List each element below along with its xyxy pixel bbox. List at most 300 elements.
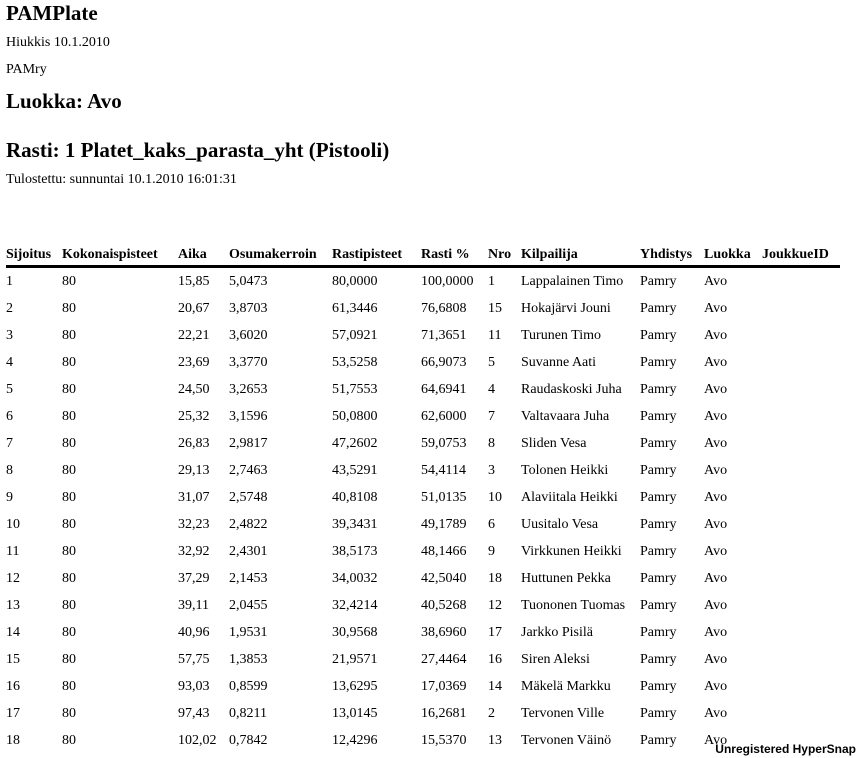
- cell-luokka: [704, 295, 762, 322]
- hypersnap-watermark: Unregistered HyperSnap: [715, 742, 856, 756]
- cell-rastipisteet: [332, 727, 421, 754]
- cell-value: 80: [62, 462, 76, 478]
- cell-value: 76,6808: [421, 300, 467, 316]
- table-row: [6, 430, 840, 457]
- cell-rastipisteet: [332, 619, 421, 646]
- cell-nro: [488, 403, 521, 430]
- cell-value: 8: [488, 435, 495, 451]
- cell-value: Tolonen Heikki: [521, 462, 609, 478]
- cell-value: Lappalainen Timo: [521, 273, 624, 289]
- cell-rasti-pct: [421, 295, 488, 322]
- cell-value: 2,5748: [229, 489, 268, 505]
- cell-yhdistys: [640, 349, 704, 376]
- cell-aika: [178, 646, 229, 673]
- cell-value: 13,0145: [332, 705, 378, 721]
- table-row: [6, 322, 840, 349]
- cell-value: 80: [62, 597, 76, 613]
- cell-value: 64,6941: [421, 381, 467, 397]
- cell-nro: [488, 457, 521, 484]
- cell-rasti-pct: [421, 700, 488, 727]
- cell-aika: [178, 322, 229, 349]
- cell-yhdistys: [640, 619, 704, 646]
- cell-rasti-pct: [421, 268, 488, 295]
- cell-rastipisteet: [332, 376, 421, 403]
- cell-rasti-pct: [421, 511, 488, 538]
- cell-rasti-pct: [421, 538, 488, 565]
- cell-sijoitus: [6, 700, 62, 727]
- cell-value: 10: [488, 489, 502, 505]
- cell-value: Avo: [704, 354, 728, 370]
- cell-luokka: [704, 349, 762, 376]
- cell-value: Avo: [704, 273, 728, 289]
- cell-value: Sliden Vesa: [521, 435, 587, 451]
- column-header-label: Sijoitus: [6, 247, 52, 262]
- cell-value: Pamry: [640, 516, 677, 532]
- cell-joukkueid: [762, 511, 840, 538]
- organizer-name: PAMry: [6, 62, 47, 77]
- cell-joukkueid: [762, 322, 840, 349]
- cell-value: 93,03: [178, 678, 210, 694]
- cell-kokonaispisteet: [62, 673, 178, 700]
- column-header-rastipisteet: [332, 241, 421, 268]
- cell-osumakerroin: [229, 511, 332, 538]
- cell-value: Pamry: [640, 327, 677, 343]
- cell-rasti-pct: [421, 673, 488, 700]
- cell-joukkueid: [762, 268, 840, 295]
- cell-rastipisteet: [332, 349, 421, 376]
- cell-kokonaispisteet: [62, 700, 178, 727]
- cell-rasti-pct: [421, 322, 488, 349]
- cell-value: Pamry: [640, 732, 677, 748]
- cell-joukkueid: [762, 430, 840, 457]
- cell-luokka: [704, 511, 762, 538]
- cell-value: Mäkelä Markku: [521, 678, 611, 694]
- cell-kokonaispisteet: [62, 403, 178, 430]
- cell-value: Pamry: [640, 597, 677, 613]
- table-row: [6, 349, 840, 376]
- cell-kilpailija: [521, 511, 640, 538]
- cell-value: 66,9073: [421, 354, 467, 370]
- cell-nro: [488, 646, 521, 673]
- table-row: [6, 268, 840, 295]
- column-header-kokonaispisteet: [62, 241, 178, 268]
- column-header-aika: [178, 241, 229, 268]
- cell-yhdistys: [640, 511, 704, 538]
- cell-value: 38,5173: [332, 543, 378, 559]
- cell-osumakerroin: [229, 376, 332, 403]
- cell-value: Avo: [704, 570, 728, 586]
- cell-nro: [488, 322, 521, 349]
- cell-osumakerroin: [229, 592, 332, 619]
- cell-value: 37,29: [178, 570, 210, 586]
- cell-value: 6: [6, 408, 13, 424]
- cell-osumakerroin: [229, 484, 332, 511]
- cell-value: 2,7463: [229, 462, 268, 478]
- cell-value: 57,0921: [332, 327, 378, 343]
- cell-value: 29,13: [178, 462, 210, 478]
- cell-osumakerroin: [229, 646, 332, 673]
- cell-aika: [178, 592, 229, 619]
- column-header-yhdistys: [640, 241, 704, 268]
- cell-yhdistys: [640, 565, 704, 592]
- cell-kokonaispisteet: [62, 646, 178, 673]
- cell-value: Pamry: [640, 354, 677, 370]
- cell-yhdistys: [640, 592, 704, 619]
- table-row: [6, 538, 840, 565]
- cell-rastipisteet: [332, 403, 421, 430]
- cell-value: 62,6000: [421, 408, 467, 424]
- table-row: [6, 403, 840, 430]
- cell-value: 4: [6, 354, 13, 370]
- cell-value: Pamry: [640, 435, 677, 451]
- table-row: [6, 484, 840, 511]
- cell-value: 16,2681: [421, 705, 467, 721]
- cell-value: 2,4822: [229, 516, 268, 532]
- cell-value: 42,5040: [421, 570, 467, 586]
- cell-value: 10: [6, 516, 20, 532]
- cell-value: 32,4214: [332, 597, 378, 613]
- cell-value: Pamry: [640, 462, 677, 478]
- cell-rasti-pct: [421, 403, 488, 430]
- cell-aika: [178, 727, 229, 754]
- table-row: [6, 646, 840, 673]
- cell-rasti-pct: [421, 430, 488, 457]
- cell-kilpailija: [521, 727, 640, 754]
- cell-value: 80: [62, 300, 76, 316]
- cell-sijoitus: [6, 673, 62, 700]
- cell-osumakerroin: [229, 619, 332, 646]
- cell-nro: [488, 295, 521, 322]
- cell-kilpailija: [521, 646, 640, 673]
- cell-value: Avo: [704, 462, 728, 478]
- cell-yhdistys: [640, 295, 704, 322]
- cell-rastipisteet: [332, 538, 421, 565]
- cell-joukkueid: [762, 376, 840, 403]
- results-table: [6, 241, 840, 754]
- cell-value: 3: [6, 327, 13, 343]
- cell-value: 17: [488, 624, 502, 640]
- cell-joukkueid: [762, 484, 840, 511]
- cell-value: 80: [62, 354, 76, 370]
- table-row: [6, 565, 840, 592]
- cell-aika: [178, 430, 229, 457]
- cell-osumakerroin: [229, 565, 332, 592]
- table-row: [6, 295, 840, 322]
- cell-value: Avo: [704, 300, 728, 316]
- column-header-label: Luokka: [704, 247, 751, 262]
- cell-rasti-pct: [421, 484, 488, 511]
- cell-joukkueid: [762, 349, 840, 376]
- cell-value: Siren Aleksi: [521, 651, 590, 667]
- cell-value: 40,8108: [332, 489, 378, 505]
- cell-value: 26,83: [178, 435, 210, 451]
- cell-luokka: [704, 619, 762, 646]
- column-header-label: Yhdistys: [640, 247, 693, 262]
- cell-aika: [178, 700, 229, 727]
- cell-rastipisteet: [332, 457, 421, 484]
- cell-value: 5: [488, 354, 495, 370]
- cell-value: Huttunen Pekka: [521, 570, 611, 586]
- cell-kilpailija: [521, 538, 640, 565]
- cell-joukkueid: [762, 592, 840, 619]
- cell-kilpailija: [521, 322, 640, 349]
- cell-sijoitus: [6, 484, 62, 511]
- cell-value: 102,02: [178, 732, 217, 748]
- cell-rasti-pct: [421, 457, 488, 484]
- cell-value: 13,6295: [332, 678, 378, 694]
- cell-rastipisteet: [332, 484, 421, 511]
- cell-aika: [178, 673, 229, 700]
- table-row: [6, 700, 840, 727]
- cell-rastipisteet: [332, 322, 421, 349]
- cell-value: 13: [6, 597, 20, 613]
- cell-kilpailija: [521, 619, 640, 646]
- cell-value: 17: [6, 705, 20, 721]
- cell-joukkueid: [762, 457, 840, 484]
- cell-yhdistys: [640, 376, 704, 403]
- cell-value: 15: [488, 300, 502, 316]
- cell-value: Pamry: [640, 300, 677, 316]
- cell-osumakerroin: [229, 727, 332, 754]
- class-heading: Luokka: Avo: [6, 89, 122, 113]
- cell-value: 32,92: [178, 543, 210, 559]
- cell-kilpailija: [521, 457, 640, 484]
- cell-value: 18: [6, 732, 20, 748]
- cell-kokonaispisteet: [62, 376, 178, 403]
- cell-value: Avo: [704, 408, 728, 424]
- cell-rasti-pct: [421, 376, 488, 403]
- cell-value: Pamry: [640, 543, 677, 559]
- cell-rastipisteet: [332, 511, 421, 538]
- cell-kilpailija: [521, 484, 640, 511]
- cell-luokka: [704, 538, 762, 565]
- cell-value: 27,4464: [421, 651, 467, 667]
- column-header-sijoitus: [6, 241, 62, 268]
- cell-value: Avo: [704, 489, 728, 505]
- cell-value: 25,32: [178, 408, 210, 424]
- cell-value: 3: [488, 462, 495, 478]
- cell-value: 3,1596: [229, 408, 268, 424]
- cell-value: Pamry: [640, 381, 677, 397]
- cell-sijoitus: [6, 538, 62, 565]
- cell-yhdistys: [640, 403, 704, 430]
- cell-value: 13: [488, 732, 502, 748]
- stage-heading: Rasti: 1 Platet_kaks_parasta_yht (Pistooli): [6, 138, 390, 162]
- cell-value: 51,0135: [421, 489, 467, 505]
- cell-yhdistys: [640, 430, 704, 457]
- cell-sijoitus: [6, 322, 62, 349]
- cell-yhdistys: [640, 457, 704, 484]
- cell-value: Valtavaara Juha: [521, 408, 610, 424]
- cell-value: Hokajärvi Jouni: [521, 300, 611, 316]
- cell-osumakerroin: [229, 268, 332, 295]
- cell-nro: [488, 349, 521, 376]
- cell-aika: [178, 484, 229, 511]
- cell-luokka: [704, 700, 762, 727]
- cell-rasti-pct: [421, 727, 488, 754]
- cell-sijoitus: [6, 268, 62, 295]
- cell-value: 7: [488, 408, 495, 424]
- cell-joukkueid: [762, 295, 840, 322]
- cell-aika: [178, 619, 229, 646]
- column-header-osumakerroin: [229, 241, 332, 268]
- cell-osumakerroin: [229, 457, 332, 484]
- cell-value: 47,2602: [332, 435, 378, 451]
- cell-yhdistys: [640, 322, 704, 349]
- cell-value: 2: [488, 705, 495, 721]
- cell-value: 15: [6, 651, 20, 667]
- cell-osumakerroin: [229, 700, 332, 727]
- cell-kilpailija: [521, 349, 640, 376]
- cell-kokonaispisteet: [62, 565, 178, 592]
- cell-value: 5,0473: [229, 273, 268, 289]
- cell-value: 11: [488, 327, 502, 343]
- cell-aika: [178, 376, 229, 403]
- cell-value: Pamry: [640, 678, 677, 694]
- table-row: [6, 673, 840, 700]
- cell-value: Suvanne Aati: [521, 354, 597, 370]
- cell-value: 9: [6, 489, 13, 505]
- cell-value: 80: [62, 435, 76, 451]
- cell-value: 31,07: [178, 489, 210, 505]
- cell-value: 12: [6, 570, 20, 586]
- cell-value: 80: [62, 327, 76, 343]
- cell-aika: [178, 457, 229, 484]
- cell-sijoitus: [6, 592, 62, 619]
- cell-kilpailija: [521, 430, 640, 457]
- cell-value: Tuononen Tuomas: [521, 597, 626, 613]
- column-header-joukkueid: [762, 241, 840, 268]
- cell-value: 11: [6, 543, 20, 559]
- cell-value: 9: [488, 543, 495, 559]
- cell-value: 2,4301: [229, 543, 268, 559]
- cell-aika: [178, 538, 229, 565]
- cell-yhdistys: [640, 673, 704, 700]
- cell-value: 80: [62, 678, 76, 694]
- cell-value: 23,69: [178, 354, 210, 370]
- cell-value: Avo: [704, 678, 728, 694]
- cell-value: 80: [62, 543, 76, 559]
- cell-rasti-pct: [421, 646, 488, 673]
- cell-sijoitus: [6, 727, 62, 754]
- cell-value: 80: [62, 624, 76, 640]
- cell-value: 53,5258: [332, 354, 378, 370]
- cell-value: 80: [62, 489, 76, 505]
- cell-value: 6: [488, 516, 495, 532]
- cell-value: Alaviitala Heikki: [521, 489, 618, 505]
- cell-kilpailija: [521, 376, 640, 403]
- cell-luokka: [704, 457, 762, 484]
- column-header-luokka: [704, 241, 762, 268]
- cell-luokka: [704, 430, 762, 457]
- cell-nro: [488, 511, 521, 538]
- cell-value: Jarkko Pisilä: [521, 624, 593, 640]
- cell-rasti-pct: [421, 592, 488, 619]
- cell-value: 16: [488, 651, 502, 667]
- cell-aika: [178, 295, 229, 322]
- cell-kokonaispisteet: [62, 457, 178, 484]
- cell-value: 3,8703: [229, 300, 268, 316]
- column-header-nro: [488, 241, 521, 268]
- cell-aika: [178, 268, 229, 295]
- cell-value: Tervonen Ville: [521, 705, 605, 721]
- cell-nro: [488, 484, 521, 511]
- cell-rastipisteet: [332, 646, 421, 673]
- cell-value: 1: [6, 273, 13, 289]
- cell-value: 38,6960: [421, 624, 467, 640]
- cell-kokonaispisteet: [62, 430, 178, 457]
- cell-kokonaispisteet: [62, 619, 178, 646]
- cell-value: 14: [488, 678, 502, 694]
- column-header-kilpailija: [521, 241, 640, 268]
- cell-nro: [488, 700, 521, 727]
- column-header-label: Kilpailija: [521, 247, 578, 262]
- cell-nro: [488, 727, 521, 754]
- cell-kilpailija: [521, 592, 640, 619]
- cell-value: Avo: [704, 516, 728, 532]
- cell-nro: [488, 376, 521, 403]
- cell-rastipisteet: [332, 673, 421, 700]
- cell-value: 80: [62, 516, 76, 532]
- table-body: [6, 268, 840, 754]
- cell-joukkueid: [762, 403, 840, 430]
- cell-joukkueid: [762, 700, 840, 727]
- cell-value: 3,2653: [229, 381, 268, 397]
- cell-value: 80: [62, 705, 76, 721]
- cell-value: 21,9571: [332, 651, 378, 667]
- cell-osumakerroin: [229, 403, 332, 430]
- cell-kokonaispisteet: [62, 295, 178, 322]
- cell-value: 20,67: [178, 300, 210, 316]
- cell-rastipisteet: [332, 268, 421, 295]
- cell-kilpailija: [521, 403, 640, 430]
- cell-value: 100,0000: [421, 273, 474, 289]
- cell-luokka: [704, 484, 762, 511]
- cell-value: Avo: [704, 732, 728, 748]
- cell-nro: [488, 430, 521, 457]
- cell-value: 40,96: [178, 624, 210, 640]
- cell-yhdistys: [640, 646, 704, 673]
- cell-luokka: [704, 646, 762, 673]
- cell-value: Avo: [704, 327, 728, 343]
- cell-value: 0,7842: [229, 732, 268, 748]
- cell-value: 80: [62, 381, 76, 397]
- cell-aika: [178, 349, 229, 376]
- column-header-label: Osumakerroin: [229, 247, 317, 262]
- cell-osumakerroin: [229, 430, 332, 457]
- cell-value: 17,0369: [421, 678, 467, 694]
- cell-joukkueid: [762, 538, 840, 565]
- cell-sijoitus: [6, 619, 62, 646]
- cell-sijoitus: [6, 511, 62, 538]
- cell-joukkueid: [762, 565, 840, 592]
- column-header-label: Nro: [488, 247, 512, 262]
- cell-kilpailija: [521, 700, 640, 727]
- cell-value: 32,23: [178, 516, 210, 532]
- cell-rastipisteet: [332, 295, 421, 322]
- cell-nro: [488, 268, 521, 295]
- table-row: [6, 619, 840, 646]
- cell-value: Pamry: [640, 408, 677, 424]
- event-name: Hiukkis 10.1.2010: [6, 35, 110, 50]
- cell-value: 80: [62, 732, 76, 748]
- cell-nro: [488, 619, 521, 646]
- cell-value: 2,0455: [229, 597, 268, 613]
- cell-value: 3,3770: [229, 354, 268, 370]
- cell-luokka: [704, 673, 762, 700]
- table-header-row: [6, 241, 840, 268]
- cell-aika: [178, 565, 229, 592]
